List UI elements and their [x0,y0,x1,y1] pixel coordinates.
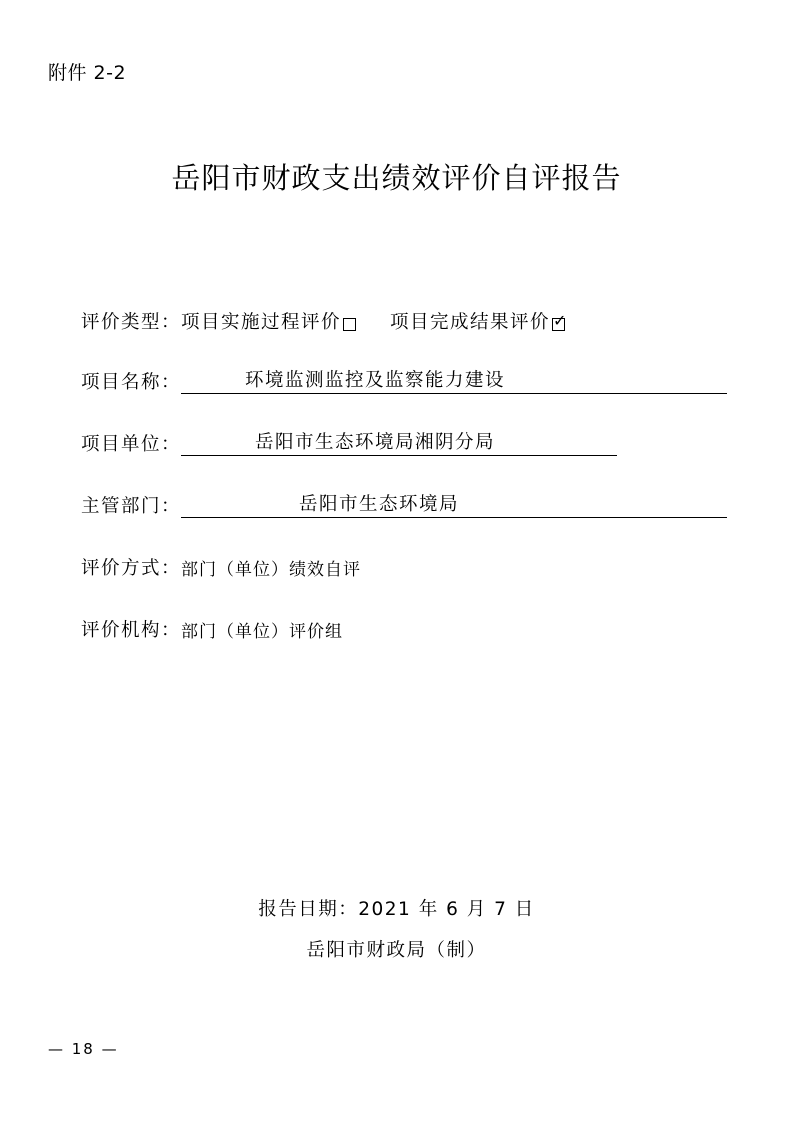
evaluation-org-label: 评价机构： [81,620,182,641]
project-name-value: 环境监测监控及监察能力建设 [245,370,506,391]
project-name-field [181,369,727,394]
project-unit-row [81,430,617,456]
evaluation-org-value: 部门（单位）评价组 [181,622,344,642]
attachment-label: 附件 2-2 [48,62,127,84]
project-name-label: 项目名称： [81,372,182,393]
project-unit-value: 岳阳市生态环境局湘阴分局 [255,432,496,453]
project-name-row [81,368,727,394]
result-evaluation-checkbox[interactable] [552,311,568,331]
evaluation-org-row [81,616,343,642]
evaluation-type-label: 评价类型： [81,312,182,333]
option-result-label: 项目完成结果评价 [390,312,551,333]
project-unit-label: 项目单位： [81,434,182,455]
page-number: — 18 — [48,1040,119,1058]
issuer: 岳阳市财政局（制） [306,940,487,961]
supervisor-row [81,492,727,518]
checkmark-icon: ✓ [553,311,568,330]
supervisor-value: 岳阳市生态环境局 [299,494,460,515]
report-title: 岳阳市财政支出绩效评价自评报告 [171,161,622,195]
process-evaluation-checkbox[interactable] [343,318,356,331]
project-unit-field [181,431,617,456]
evaluation-type-row [81,308,568,334]
supervisor-label: 主管部门： [81,496,182,517]
option-process-label: 项目实施过程评价 [181,312,342,333]
evaluation-method-label: 评价方式： [81,558,182,579]
evaluation-method-row [81,554,361,580]
report-date: 报告日期：2021 年 6 月 7 日 [258,899,535,920]
evaluation-method-value: 部门（单位）绩效自评 [181,560,362,580]
supervisor-field [181,493,727,518]
